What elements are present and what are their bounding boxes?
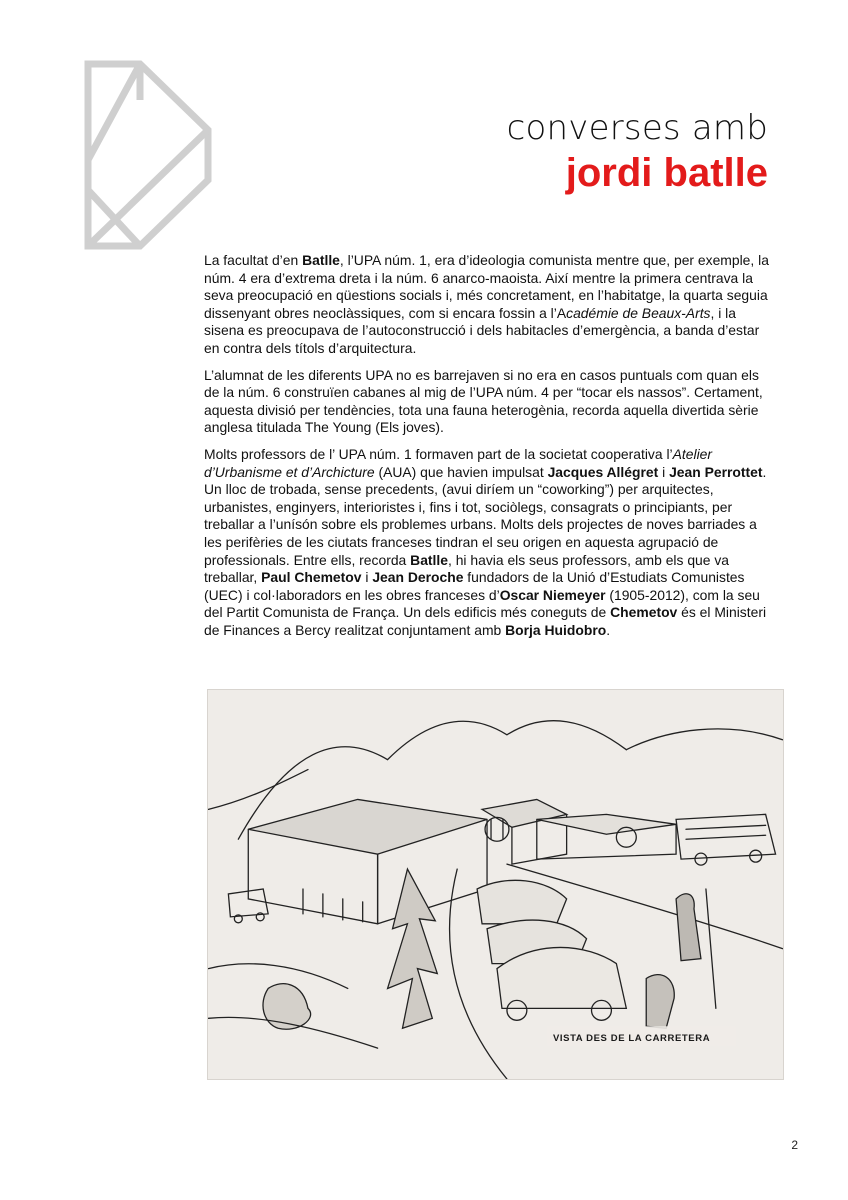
figure-caption: VISTA DES DE LA CARRETERA: [553, 1033, 711, 1044]
article-body: [204, 252, 772, 648]
header-line-1: converses amb: [506, 108, 768, 148]
paragraph-1: La facultat d’en Batlle, l’UPA núm. 1, era d’ideologia comunista mentre que, per exemple, la núm. 4 era d’extrema dreta i la núm. 6 anarco-maoista. Així mentre la primera centrava la seva preocupació en qüestions socials i, més concretament, en l’habitatge, la quarta seguia dissenyant obres neoclàssiques, com si encara fossin a l’Académie de Beaux-Arts, i la sisena es preocupava de l’autoconstrucció i dels habitacles d’emergència, a banda d’estar en contra dels títols d’arquitectura.: [204, 252, 769, 356]
article-header: [507, 108, 768, 198]
paragraph-3: Molts professors de l’ UPA núm. 1 formaven part de la societat cooperativa l’Atelier d’Urbanisme et d’Archicture (AUA) que havien impulsat Jacques Allégret i Jean Perrottet. Un lloc de trobada, sense precedents, (avui diríem un “coworking”) per arquitectes, urbanistes, enginyers, interioristes i, fins i tot, sociòlegs, consagrats o principiants, per treballar a l’unísón sobre els problemes urbans. Molts dels projectes de noves barriades a les perifèries de les ciutats franceses tindran el seu origen en aquesta agrupació de professionals. Entre ells, recorda Batlle, hi havia els seus professors, amb els que va treballar, Paul Chemetov i Jean Deroche fundadors de la Unió d’Estudiats Comunistes (UEC) i col·laboradors en les obres franceses d’Oscar Niemeyer (1905-2012), com la seu del Partit Comunista de França. Un dels edificis més coneguts de Chemetov és el Ministeri de Finances a Bercy realitzat conjuntament amb Borja Huidobro.: [204, 445, 767, 638]
paragraph-2: L’alumnat de les diferents UPA no es barrejaven si no era en casos puntuals com quan els de la núm. 6 construïen cabanes al mig de l’UPA núm. 4 per “tocar els nassos”. Certament, aquesta divisió per tendències, tota una fauna heterogènia, recorda aquella divertida sèrie anglesa titulada The Young (Els joves).: [204, 366, 763, 436]
hexagon-logo-icon: [80, 60, 215, 250]
header-line-2: jordi batlle: [565, 151, 768, 195]
page-number: 2: [791, 1138, 798, 1152]
architecture-sketch-image: [208, 690, 783, 1079]
sketch-figure: [207, 689, 784, 1080]
